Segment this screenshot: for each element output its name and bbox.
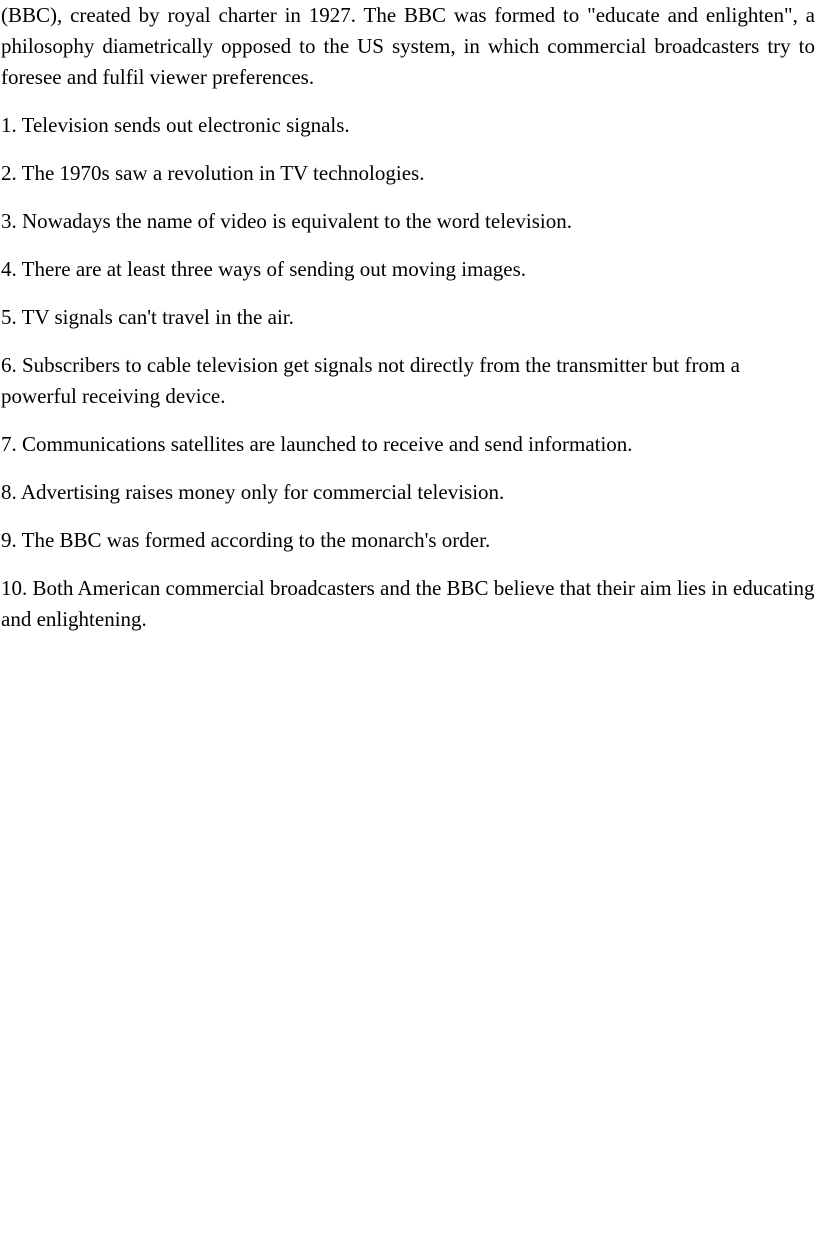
statement-2: 2. The 1970s saw a revolution in TV technologies.	[1, 161, 425, 185]
statement-4: 4. There are at least three ways of sending out moving images.	[1, 257, 527, 281]
statement-1: 1. Television sends out electronic signals.	[1, 113, 350, 137]
statement-list	[1, 110, 815, 635]
intro-paragraph: (BBC), created by royal charter in 1927. The BBC was formed to "educate and enlighten", a philosophy diametrically opposed to the US system, in which commercial broadcasters try to foresee and fulfil viewer preferences.	[1, 3, 815, 89]
statement-8: 8. Advertising raises money only for commercial television.	[1, 480, 505, 504]
statement-7: 7. Communications satellites are launched to receive and send information.	[1, 432, 633, 456]
statement-9: 9. The BBC was formed according to the monarch's order.	[1, 528, 491, 552]
statement-10: 10. Both American commercial broadcasters and the BBC believe that their aim lies in educating and enlightening.	[1, 576, 815, 631]
statement-5: 5. TV signals can't travel in the air.	[1, 305, 294, 329]
statement-6: 6. Subscribers to cable television get signals not directly from the transmitter but from a powerful receiving device.	[1, 353, 740, 408]
statement-3: 3. Nowadays the name of video is equivalent to the word television.	[1, 209, 572, 233]
